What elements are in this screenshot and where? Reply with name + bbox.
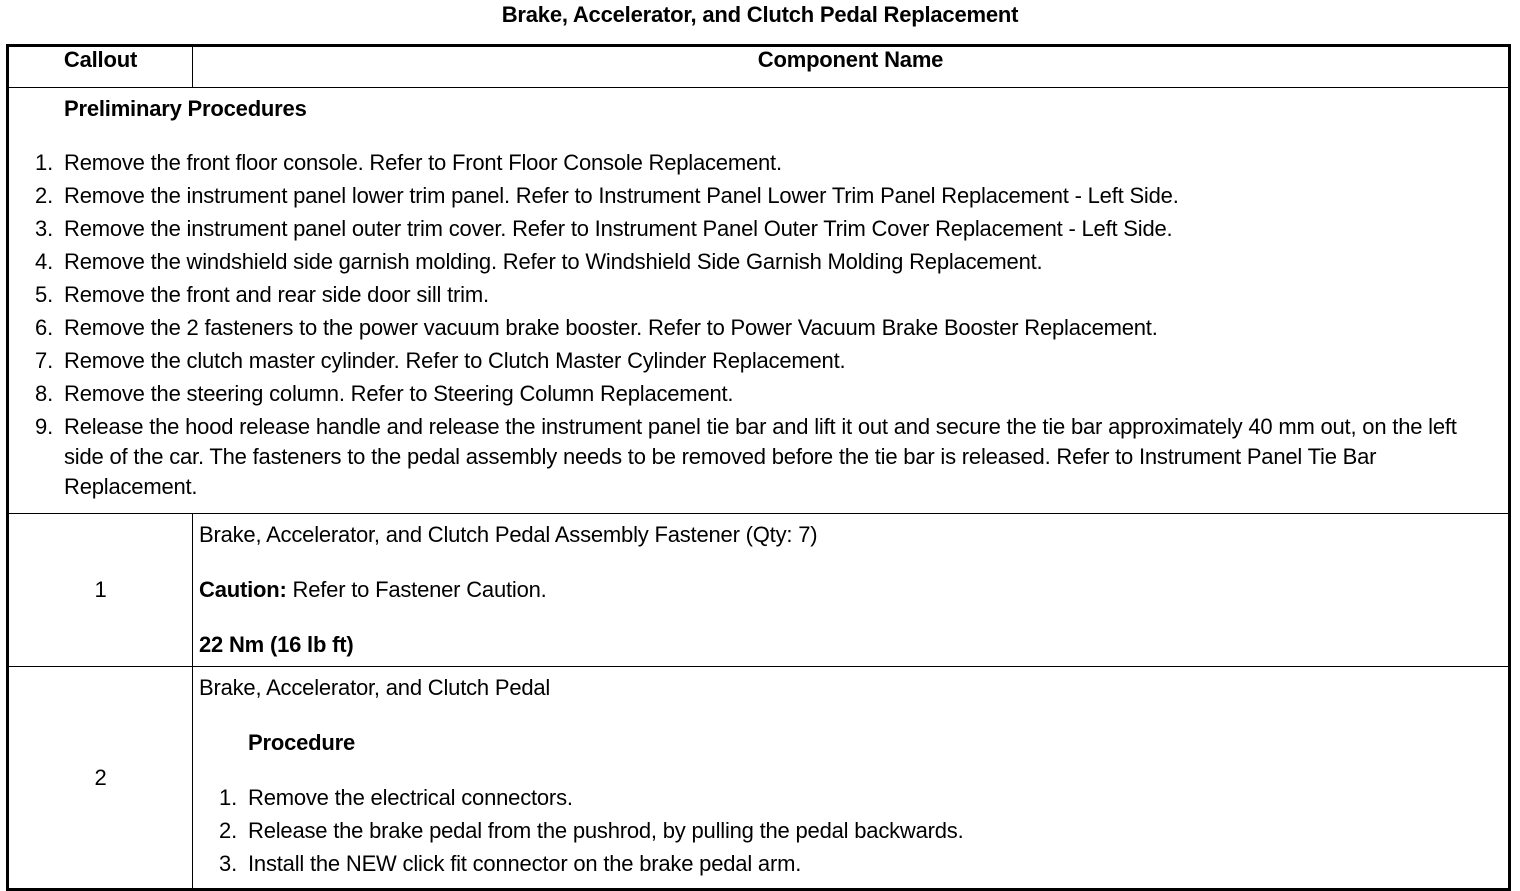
component-name: Brake, Accelerator, and Clutch Pedal Assembly Fastener (Qty: 7) xyxy=(199,522,818,547)
component-name-header: Component Name xyxy=(193,46,1510,88)
table-header-row xyxy=(8,46,1510,88)
caution-label: Caution: xyxy=(199,577,287,602)
callout-number: 2 xyxy=(8,667,193,890)
list-item: Release the hood release handle and release the instrument panel tie bar and lift it out and secure the tie bar approximately 40 mm out, on the left side of the car. The fasteners to the pedal assembly needs to be removed before the tie bar is released. Refer to Instrument Panel Tie Bar Replacement. xyxy=(64,414,1457,499)
procedure-steps xyxy=(199,783,1502,879)
procedure-table xyxy=(6,44,1511,891)
torque-spec: 22 Nm (16 lb ft) xyxy=(199,632,354,657)
preliminary-heading: Preliminary Procedures xyxy=(64,96,307,121)
preliminary-steps xyxy=(23,148,1494,502)
list-item: Release the brake pedal from the pushrod, by pulling the pedal backwards. xyxy=(248,818,964,843)
list-item: Remove the instrument panel lower trim panel. Refer to Instrument Panel Lower Trim Panel Replacement - Left Side. xyxy=(64,183,1179,208)
list-item: Remove the instrument panel outer trim cover. Refer to Instrument Panel Outer Trim Cover Replacement - Left Side. xyxy=(64,216,1173,241)
component-cell xyxy=(193,667,1510,890)
list-item: Remove the electrical connectors. xyxy=(248,785,573,810)
callout-number: 1 xyxy=(8,514,193,667)
list-item: Remove the front and rear side door sill trim. xyxy=(64,282,489,307)
caution-note xyxy=(199,575,1502,605)
component-name: Brake, Accelerator, and Clutch Pedal xyxy=(199,675,551,700)
list-item: Remove the front floor console. Refer to Front Floor Console Replacement. xyxy=(64,150,782,175)
list-item: Remove the windshield side garnish molding. Refer to Windshield Side Garnish Molding Replacement. xyxy=(64,249,1043,274)
procedure-heading: Procedure xyxy=(248,730,356,755)
table-row xyxy=(8,667,1510,890)
list-item: Install the NEW click fit connector on the brake pedal arm. xyxy=(248,851,802,876)
table-row xyxy=(8,514,1510,667)
preliminary-cell xyxy=(8,88,1510,514)
list-item: Remove the 2 fasteners to the power vacuum brake booster. Refer to Power Vacuum Brake Booster Replacement. xyxy=(64,315,1158,340)
preliminary-row xyxy=(8,88,1510,514)
caution-text: Refer to Fastener Caution. xyxy=(286,577,547,602)
component-cell xyxy=(193,514,1510,667)
callout-header: Callout xyxy=(8,46,193,88)
list-item: Remove the clutch master cylinder. Refer to Clutch Master Cylinder Replacement. xyxy=(64,348,846,373)
document-title: Brake, Accelerator, and Clutch Pedal Replacement xyxy=(501,2,1019,27)
list-item: Remove the steering column. Refer to Steering Column Replacement. xyxy=(64,381,734,406)
